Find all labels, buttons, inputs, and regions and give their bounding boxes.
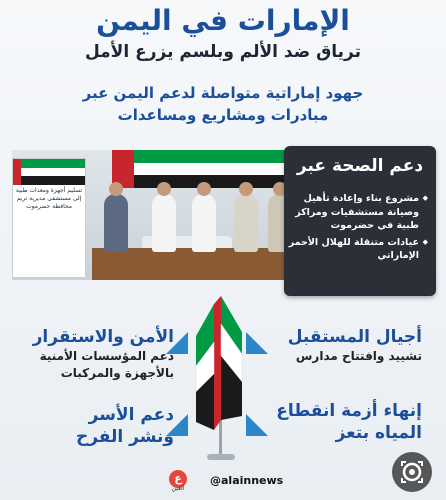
pillar-future-desc: تشييد وافتتاح مدارس [295,349,422,363]
pillar-families-desc: ونشر الفرح [75,427,174,447]
photo-banner [12,158,86,278]
pillar-security-title: الأمن والاستقرار [32,327,174,347]
triangle-icon [166,414,188,436]
intro-line-2: مبادرات ومشاريع ومساعدات [117,106,329,124]
uae-flag-icon [190,296,254,430]
page-subtitle: ترياق ضد الألم وبلسم يزرع الأمل [84,42,362,62]
intro-line-1: جهود إماراتية متواصلة لدعم اليمن عبر [82,84,364,102]
triangle-icon [166,332,188,354]
pillar-security-desc: دعم المؤسسات الأمنية بالأجهزة والمركبات [39,349,174,380]
alain-logo [164,467,192,491]
list-item: ◆ عيادات متنقلة للهلال الأحمر الإماراتي [288,236,428,263]
health-list [288,192,428,266]
pillar-future-title: أجيال المستقبل [287,327,422,347]
health-panel-title: دعم الصحة عبر [296,156,424,176]
page-title: الإمارات في اليمن [96,4,350,37]
image-search-icon [392,452,432,492]
donation-photo [12,150,294,280]
pillar-security [24,326,174,382]
pillar-water-title: إنهاء أزمة انقطاع [276,401,422,421]
pillar-families-title: دعم الأسر [88,405,174,425]
image-search-button[interactable] [392,452,432,492]
list-item: ◆ مشروع بناء وإعادة تأهيل وصيانة مستشفيات ومراكز طبية في حضرموت [288,192,428,233]
pillar-future [272,326,422,365]
health-support-panel [284,146,436,296]
logo-text: العين [171,485,185,492]
intro-text [20,82,426,126]
pillar-families [24,404,174,448]
photo-banner-text: تسليم أجهزة ومعدات طبية إلى مستشفى مديرية تريم محافظة حضرموت [15,187,83,210]
flag-base [207,454,235,460]
pillar-water-desc: المياه بتعز [335,423,422,443]
social-handle: @alainnews [210,474,284,487]
pillar-water [262,400,422,444]
logo-icon: ع [169,470,187,488]
